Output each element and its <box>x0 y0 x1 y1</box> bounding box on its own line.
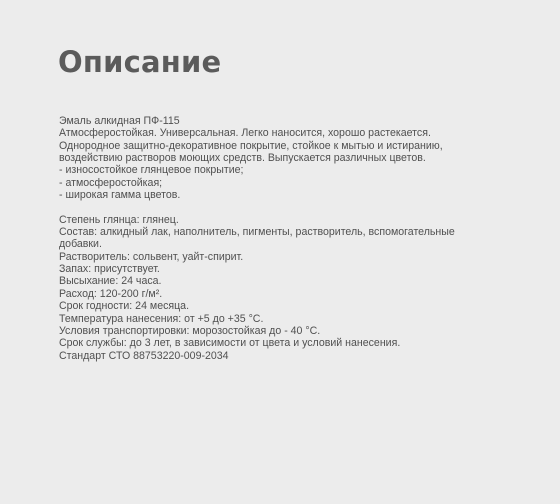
spec-application-temperature: Температура нанесения: от +5 до +35 °С. <box>59 312 264 325</box>
spec-service-life: Срок службы: до 3 лет, в зависимости от цвета и условий нанесения. <box>59 337 401 350</box>
summary-line: Атмосферостойкая. Универсальная. Легко наносится, хорошо растекается. <box>59 127 431 140</box>
summary-line: воздействию растворов моющих средств. Выпускается различных цветов. <box>59 152 426 165</box>
spec-consumption: Расход: 120-200 г/м². <box>59 287 163 300</box>
feature-list-item: - атмосферостойкая; <box>59 176 163 189</box>
spec-transport-conditions: Условия транспортировки: морозостойкая до - 40 °С. <box>59 324 321 337</box>
page-title: Описание <box>58 45 222 79</box>
specifications-paragraph <box>59 214 529 362</box>
product-summary-paragraph <box>59 115 529 201</box>
spec-shelf-life: Срок годности: 24 месяца. <box>59 300 190 313</box>
product-name-line: Эмаль алкидная ПФ-115 <box>59 115 180 127</box>
spec-composition-continued: добавки. <box>59 238 102 251</box>
spec-composition: Состав: алкидный лак, наполнитель, пигменты, растворитель, вспомогательные <box>59 226 455 239</box>
spec-solvent: Растворитель: сольвент, уайт-спирит. <box>59 250 244 263</box>
feature-list-item: - широкая гамма цветов. <box>59 189 181 202</box>
summary-line: Однородное защитно-декоративное покрытие, стойкое к мытью и истиранию, <box>59 139 443 152</box>
spec-gloss: Степень глянца: глянец. <box>59 213 179 226</box>
spec-odor: Запах: присутствует. <box>59 263 160 276</box>
feature-list-item: - износостойкое глянцевое покрытие; <box>59 164 244 177</box>
description-body <box>59 115 529 362</box>
spec-standard: Стандарт СТО 88753220-009-2034 <box>59 349 229 362</box>
spec-drying: Высыхание: 24 часа. <box>59 275 162 288</box>
